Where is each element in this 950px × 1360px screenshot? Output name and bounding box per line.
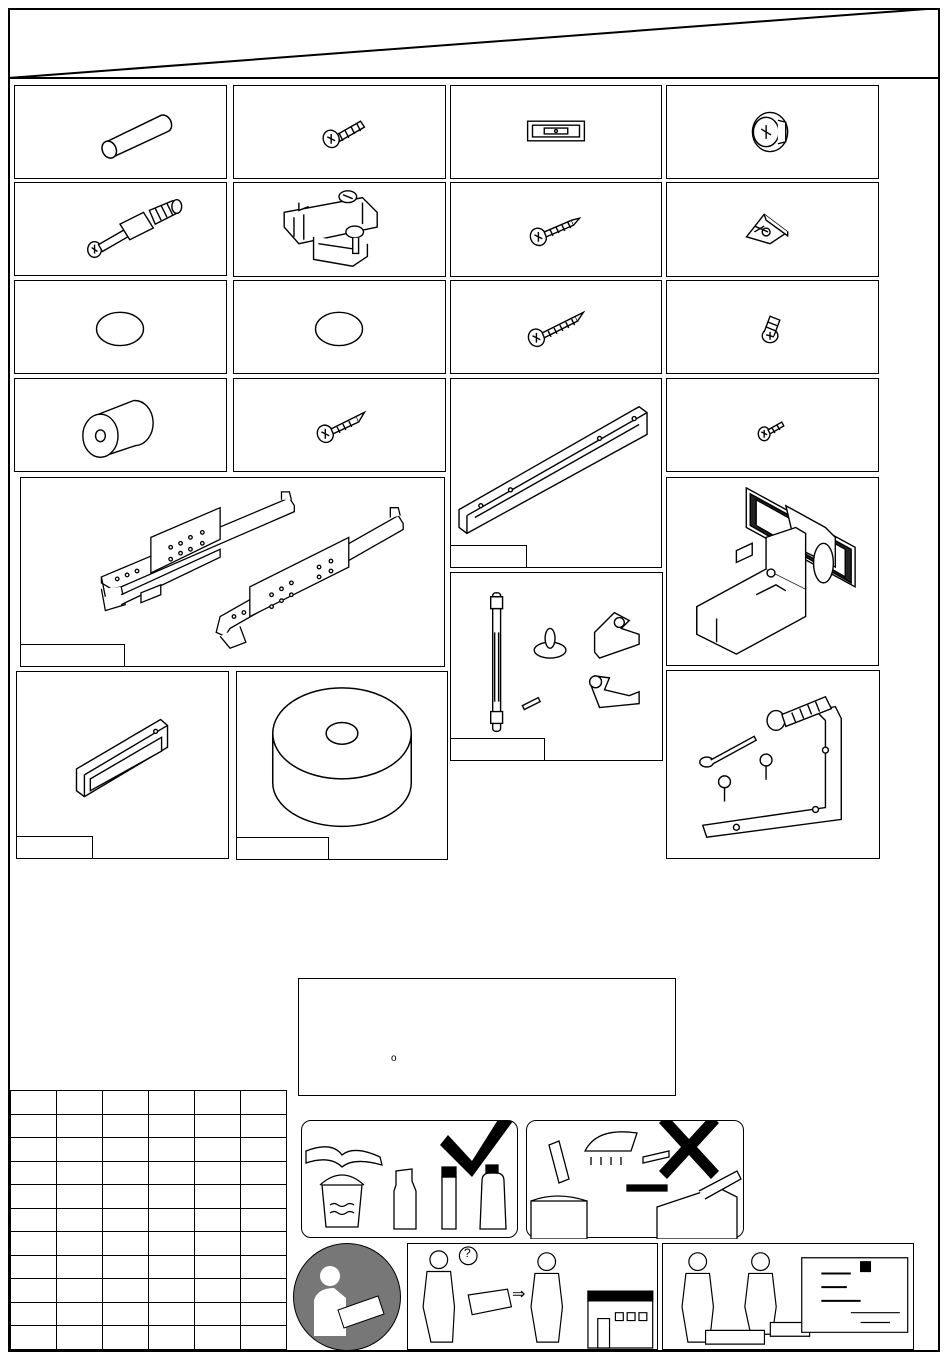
part-handle bbox=[16, 671, 229, 859]
part-wall-anchor-kit bbox=[666, 670, 880, 859]
part-tag bbox=[451, 738, 545, 760]
part-magnetic-catch bbox=[450, 85, 662, 179]
felt-pad-icon bbox=[15, 281, 226, 373]
care-do-panel bbox=[301, 1120, 518, 1238]
parts-count-table bbox=[10, 1090, 287, 1350]
bucket-icon bbox=[320, 1175, 364, 1227]
handle-icon bbox=[17, 672, 228, 858]
read-manual-icon bbox=[293, 1243, 401, 1351]
part-chipboard-screw bbox=[233, 378, 446, 472]
part-tag bbox=[237, 837, 329, 859]
part-tag bbox=[21, 644, 125, 666]
care-dont-panel bbox=[526, 1120, 744, 1238]
iron-icon bbox=[585, 1132, 637, 1165]
clip-icon bbox=[234, 183, 445, 276]
table-row bbox=[11, 1114, 287, 1138]
part-corner-bracket bbox=[666, 182, 879, 277]
runners-icon bbox=[21, 478, 444, 666]
table-row bbox=[11, 1302, 287, 1326]
cross-icon bbox=[659, 1121, 719, 1179]
part-cam-bolt bbox=[14, 182, 227, 276]
header-banner bbox=[8, 8, 940, 80]
part-drawer-runners bbox=[20, 477, 445, 667]
felt-pad-icon bbox=[234, 281, 445, 373]
table-row bbox=[11, 1232, 287, 1256]
bolt-icon bbox=[15, 183, 226, 275]
part-drawer-clip bbox=[233, 182, 446, 277]
table-row bbox=[11, 1138, 287, 1162]
small-screw-icon bbox=[667, 379, 878, 471]
table-row bbox=[11, 1326, 287, 1350]
part-euro-screw-short bbox=[666, 280, 879, 374]
note-box bbox=[298, 978, 676, 1096]
table-row bbox=[11, 1091, 287, 1115]
spray-bottle-icon bbox=[394, 1169, 416, 1229]
foot-icon bbox=[15, 379, 226, 471]
part-hanging-rail bbox=[450, 378, 662, 568]
table-row bbox=[11, 1255, 287, 1279]
part-gas-strut-kit bbox=[450, 572, 663, 761]
solvent-icon bbox=[531, 1141, 587, 1239]
table-row bbox=[11, 1279, 287, 1303]
table-row bbox=[11, 1161, 287, 1185]
part-tag bbox=[17, 836, 93, 858]
catch-icon bbox=[451, 86, 661, 178]
wall-anchor-icon bbox=[667, 671, 879, 858]
note-symbol: o bbox=[391, 1053, 397, 1064]
part-leveling-foot bbox=[14, 378, 227, 472]
part-tag bbox=[451, 545, 527, 567]
detergent-icon bbox=[480, 1165, 506, 1229]
cam-lock-icon bbox=[667, 86, 878, 178]
part-large-foot bbox=[236, 671, 448, 860]
screw-icon bbox=[234, 86, 445, 178]
part-wood-screw-medium bbox=[450, 182, 662, 277]
rail-icon bbox=[451, 379, 661, 567]
part-felt-pad-right bbox=[233, 280, 446, 374]
dowel-icon bbox=[15, 86, 226, 178]
tools-icon bbox=[663, 1244, 913, 1349]
part-lift-mechanism bbox=[666, 477, 879, 666]
lift-mechanism-icon bbox=[667, 478, 878, 665]
part-felt-pad-left bbox=[14, 280, 227, 374]
part-wooden-dowel bbox=[14, 85, 227, 179]
part-small-screw bbox=[666, 378, 879, 472]
gas-strut-icon bbox=[451, 573, 662, 760]
table-row bbox=[11, 1185, 287, 1209]
part-wood-screw-long bbox=[450, 280, 662, 374]
short-screw-icon bbox=[667, 281, 878, 373]
scrub-brush-icon bbox=[657, 1171, 741, 1239]
chipboard-screw-icon bbox=[234, 379, 445, 471]
table-row bbox=[11, 1208, 287, 1232]
part-cam-lock bbox=[666, 85, 879, 179]
tools-panel bbox=[662, 1243, 914, 1350]
help-question-mark: ? bbox=[464, 1246, 471, 1260]
wood-screw-icon bbox=[451, 183, 661, 276]
help-panel bbox=[407, 1243, 658, 1350]
cloth-icon bbox=[306, 1147, 382, 1167]
large-foot-icon bbox=[237, 672, 447, 859]
long-screw-icon bbox=[451, 281, 661, 373]
part-euro-screw-small bbox=[233, 85, 446, 179]
help-arrow: ⇒ bbox=[512, 1286, 526, 1303]
service-people-icon bbox=[408, 1244, 657, 1349]
bracket-icon bbox=[667, 183, 878, 276]
bottle-icon bbox=[442, 1167, 456, 1229]
